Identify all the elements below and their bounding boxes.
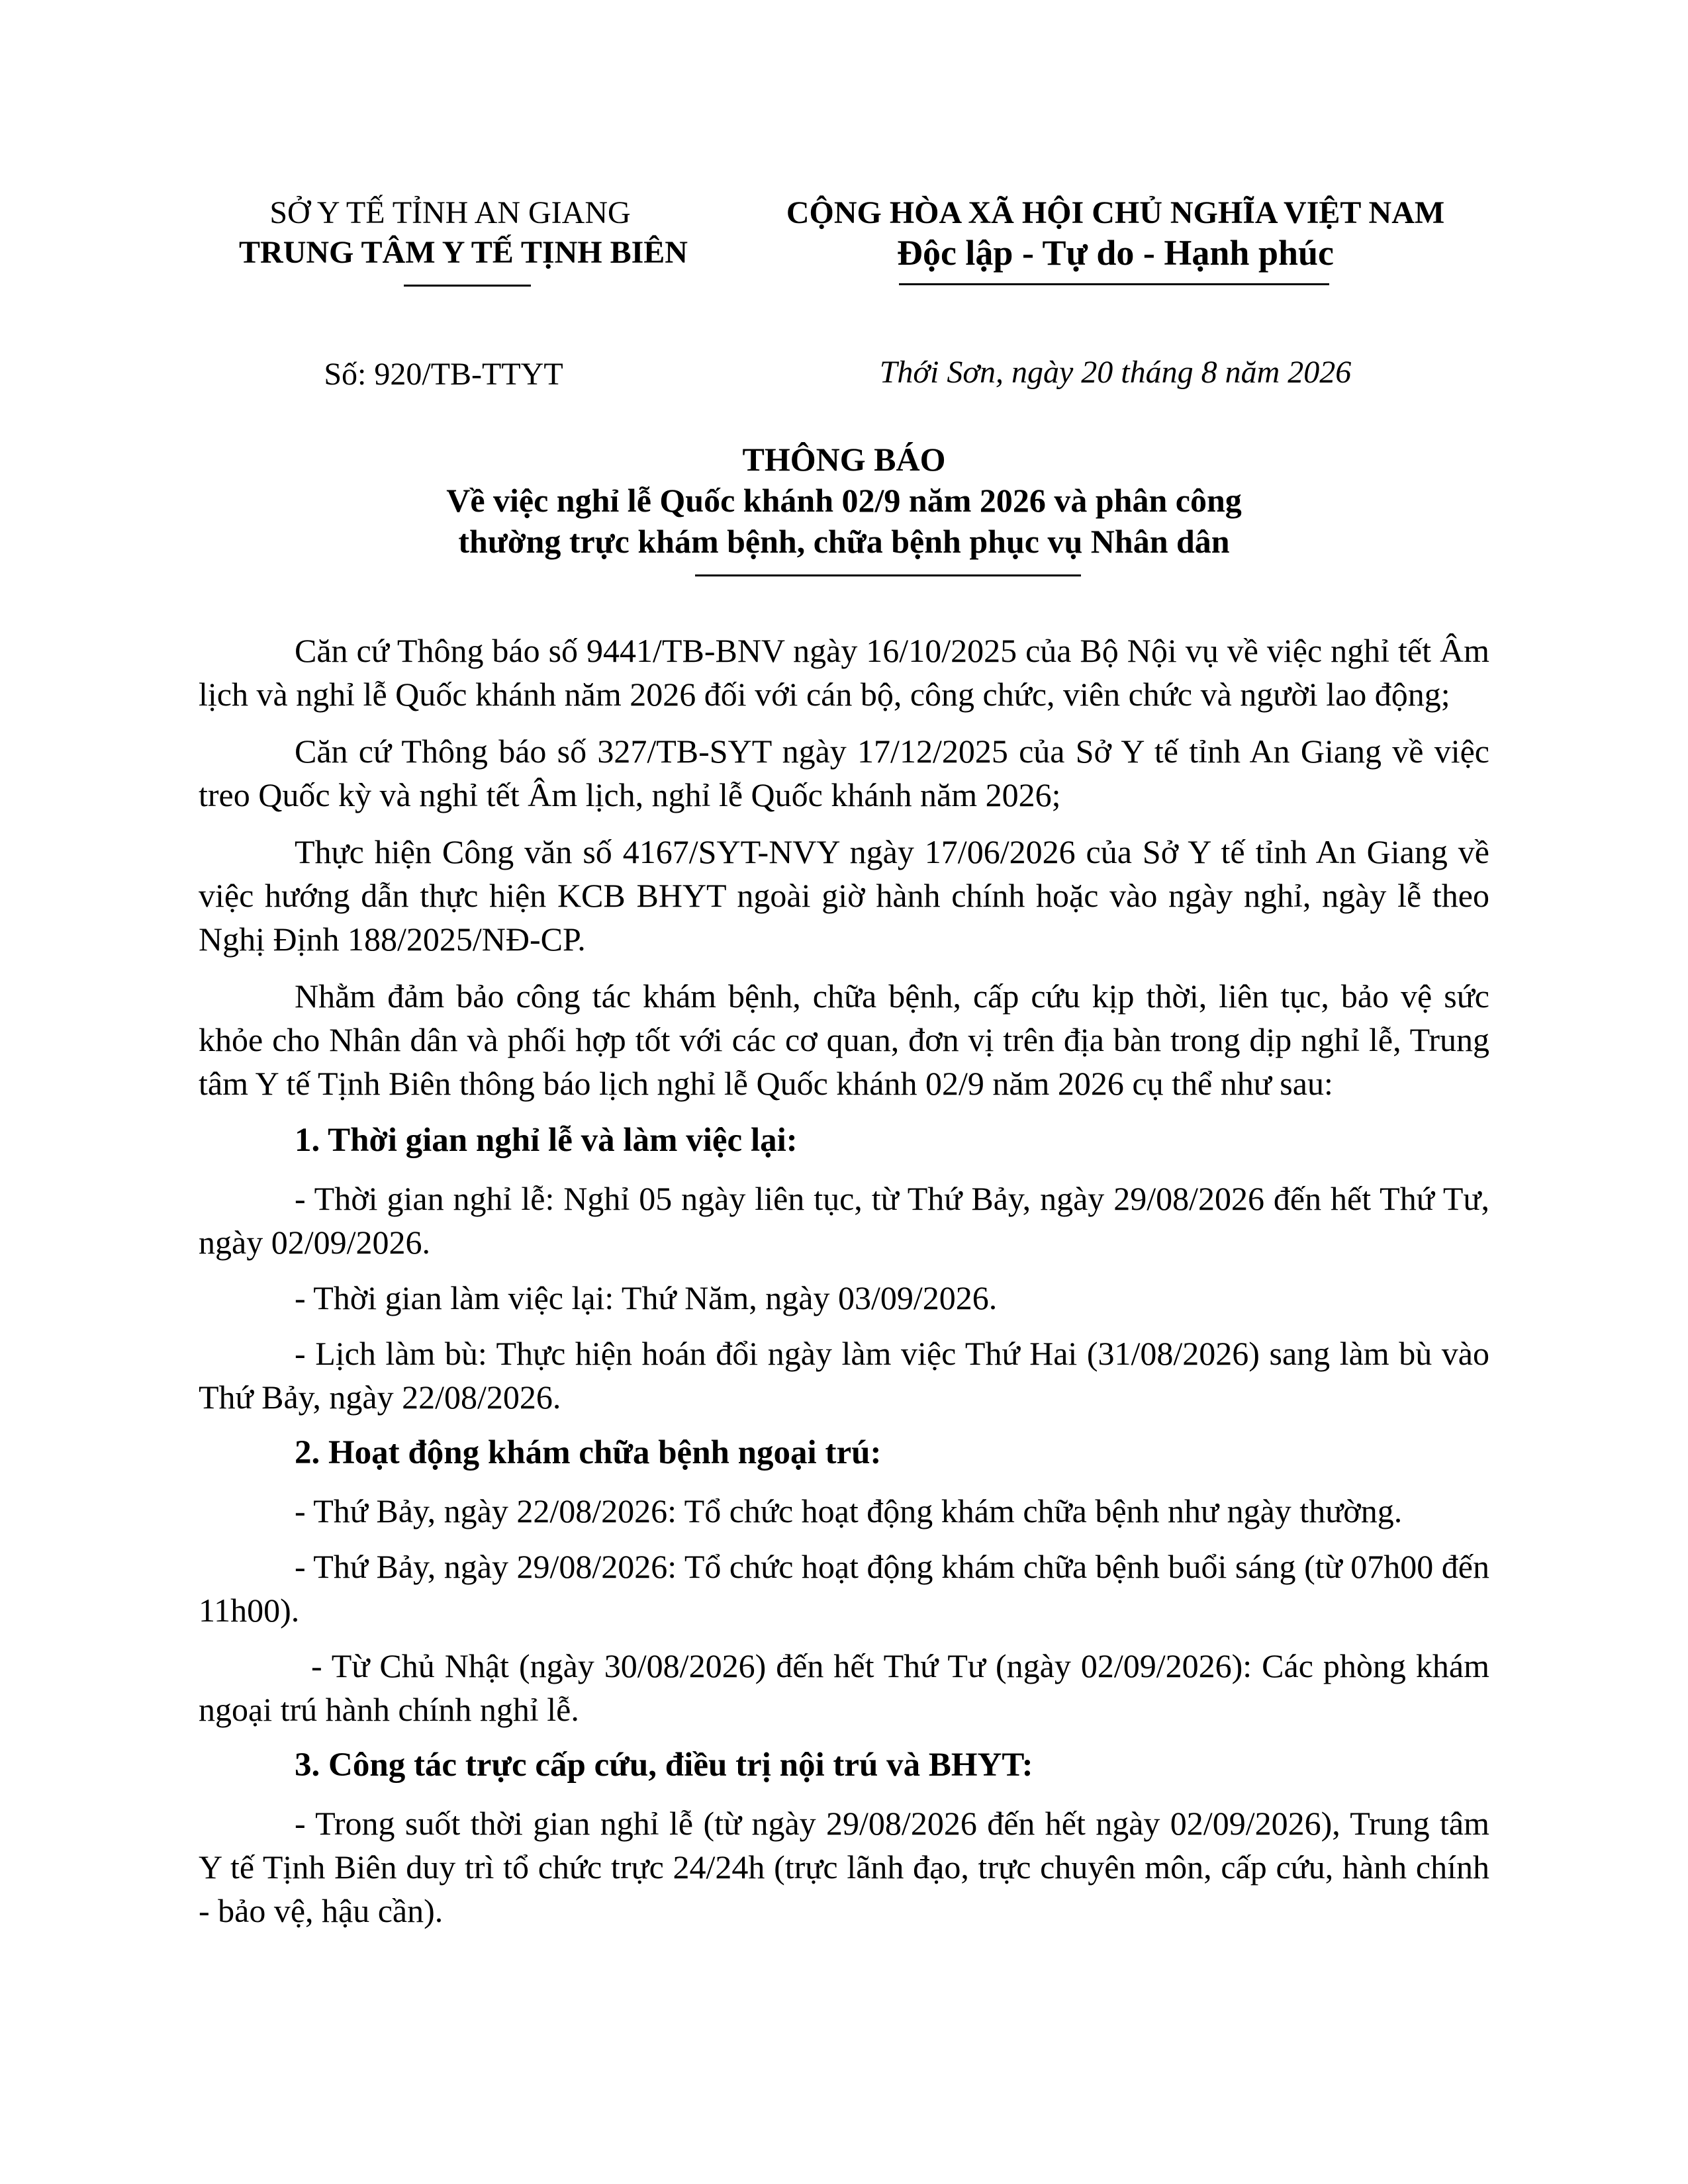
document-number: Số: 920/TB-TTYT xyxy=(324,357,563,392)
preamble-paragraph: Căn cứ Thông báo số 327/TB-SYT ngày 17/12/2025 của Sở Y tế tỉnh An Giang về việc treo Quốc kỳ và nghỉ tết Âm lịch, nghỉ lễ Quốc khánh năm 2026; xyxy=(199,733,1489,813)
motto-underline xyxy=(899,283,1329,285)
section-item: - Lịch làm bù: Thực hiện hoán đổi ngày làm việc Thứ Hai (31/08/2026) sang làm bù vào Thứ Bảy, ngày 22/08/2026. xyxy=(199,1335,1489,1416)
section-item: - Trong suốt thời gian nghỉ lễ (từ ngày 29/08/2026 đến hết ngày 02/09/2026), Trung tâm Y tế Tịnh Biên duy trì tổ chức trực 24/24h (trực lãnh đạo, trực chuyên môn, cấp cứu, hành chính - bảo vệ, hậu cần). xyxy=(199,1805,1489,1929)
section-item: - Thời gian làm việc lại: Thứ Năm, ngày 03/09/2026. xyxy=(295,1279,998,1316)
section-item: - Thứ Bảy, ngày 22/08/2026: Tổ chức hoạt động khám chữa bệnh như ngày thường. xyxy=(295,1492,1403,1529)
preamble-paragraph: Thực hiện Công văn số 4167/SYT-NVY ngày 17/06/2026 của Sở Y tế tỉnh An Giang về việc hướng dẫn thực hiện KCB BHYT ngoài giờ hành chính hoặc vào ngày nghỉ, ngày lễ theo Nghị Định 188/2025/NĐ-CP. xyxy=(199,833,1489,958)
section-item: - Thời gian nghỉ lễ: Nghỉ 05 ngày liên tục, từ Thứ Bảy, ngày 29/08/2026 đến hết Thứ Tư, ngày 02/09/2026. xyxy=(199,1180,1489,1261)
motto: Độc lập - Tự do - Hạnh phúc xyxy=(896,233,1335,273)
preamble-paragraph: Căn cứ Thông báo số 9441/TB-BNV ngày 16/10/2025 của Bộ Nội vụ về việc nghỉ tết Âm lịch và nghỉ lễ Quốc khánh năm 2026 đối với cán bộ, công chức, viên chức và người lao động; xyxy=(199,632,1489,713)
section-heading: 1. Thời gian nghỉ lễ và làm việc lại: xyxy=(295,1122,798,1159)
section-heading: 3. Công tác trực cấp cứu, điều trị nội trú và BHYT: xyxy=(295,1747,1033,1784)
preamble-paragraph: Nhằm đảm bảo công tác khám bệnh, chữa bệnh, cấp cứu kịp thời, liên tục, bảo vệ sức khỏe cho Nhân dân và phối hợp tốt với các cơ quan, đơn vị trên địa bàn trong dịp nghỉ lễ, Trung tâm Y tế Tịnh Biên thông báo lịch nghỉ lễ Quốc khánh 02/9 năm 2026 cụ thể như sau: xyxy=(199,978,1489,1102)
document-subject-line-1: Về việc nghỉ lễ Quốc khánh 02/9 năm 2026 và phân công xyxy=(446,482,1242,519)
section-heading: 2. Hoạt động khám chữa bệnh ngoại trú: xyxy=(295,1434,882,1471)
section-item: - Từ Chủ Nhật (ngày 30/08/2026) đến hết Thứ Tư (ngày 02/09/2026): Các phòng khám ngoại trú hành chính nghỉ lễ. xyxy=(199,1647,1489,1728)
title-underline xyxy=(695,574,1081,576)
agency-underline xyxy=(404,285,531,287)
agency-parent: SỞ Y TẾ TỈNH AN GIANG xyxy=(269,195,631,230)
document-subject-line-2: thường trực khám bệnh, chữa bệnh phục vụ Nhân dân xyxy=(458,523,1230,560)
document-type-title: THÔNG BÁO xyxy=(742,441,946,478)
place-and-date: Thới Sơn, ngày 20 tháng 8 năm 2026 xyxy=(879,355,1352,390)
document-body xyxy=(199,629,1489,1944)
agency-name: TRUNG TÂM Y TẾ TỊNH BIÊN xyxy=(239,235,688,270)
section-item: - Thứ Bảy, ngày 29/08/2026: Tổ chức hoạt động khám chữa bệnh buổi sáng (từ 07h00 đến 11h00). xyxy=(199,1548,1489,1629)
country-name: CỘNG HÒA XÃ HỘI CHỦ NGHĨA VIỆT NAM xyxy=(786,195,1445,230)
